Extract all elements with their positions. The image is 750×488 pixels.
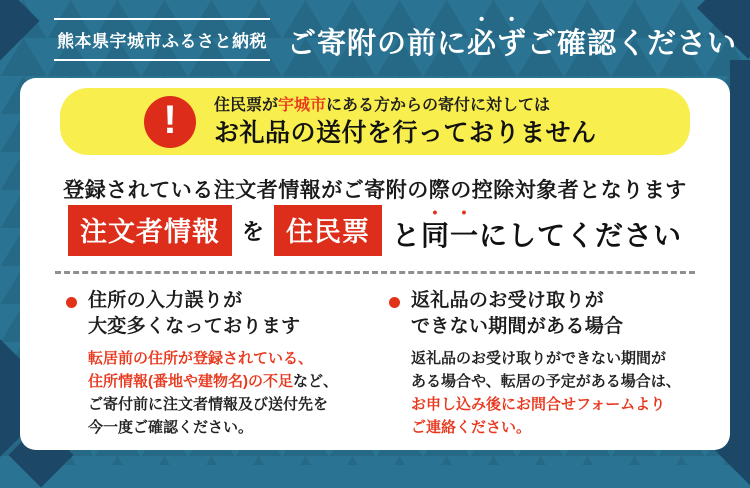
body-line (88, 370, 338, 393)
receipt-period-content (411, 288, 681, 439)
address-error-section (66, 288, 361, 439)
address-error-body (88, 347, 338, 439)
deduction-statement: 登録されている注文者情報がご寄附の際の控除対象者となります (63, 179, 687, 202)
match-tail (392, 204, 682, 257)
bullet-icon (389, 297, 400, 308)
page-title-emphasis: 必ず (467, 28, 528, 61)
warning-line1-post: にある方からの寄付に対しては (326, 97, 551, 114)
body-line: ご連絡ください。 (411, 419, 532, 436)
address-error-content (88, 288, 338, 439)
page-title-post: ご確認ください (527, 28, 738, 61)
heading-line: できない期間がある場合 (411, 316, 624, 337)
page-title (287, 11, 737, 67)
heading-line: 返礼品のお受け取りが (411, 290, 605, 311)
site-label: 熊本県宇城市ふるさと納税 (54, 18, 270, 61)
notes-columns (20, 288, 730, 439)
body-line-black: など、 (293, 373, 339, 390)
receipt-period-heading (411, 288, 681, 340)
exclamation-icon: ! (144, 96, 196, 148)
resident-card-badge: 住民票 (274, 205, 382, 256)
warning-box (60, 88, 690, 155)
body-line: ある場合や、転居の予定がある場合は、 (411, 373, 681, 390)
page-title-pre: ご寄附の前に (287, 28, 468, 61)
warning-line2: お礼品の送付を行っておりません (214, 119, 597, 147)
body-line: 転居前の住所が登録されている、 (88, 350, 314, 367)
body-line: お申し込み後にお問合せフォームより (411, 396, 666, 413)
heading-line: 住所の入力誤りが (88, 290, 243, 311)
body-line: 返礼品のお受け取りができない期間が (411, 350, 667, 367)
heading-line: 大変多くなっております (88, 316, 301, 337)
warning-text (214, 96, 597, 147)
match-tail-emphasis: 同一 (421, 220, 480, 251)
match-instruction (20, 204, 730, 257)
body-line: ご寄付前に注文者情報及び送付先を (88, 396, 329, 413)
match-connector: を (241, 219, 264, 244)
body-line: 今一度ご確認ください。 (88, 419, 254, 436)
match-tail-post: にしてください (479, 220, 683, 251)
match-tail-pre: と (391, 220, 421, 251)
receipt-period-section (389, 288, 684, 439)
warning-line1-pre: 住民票が (214, 97, 279, 114)
address-error-heading (88, 288, 338, 340)
header (0, 0, 750, 78)
dashed-divider (55, 271, 695, 274)
warning-city-highlight: 宇城市 (278, 97, 327, 114)
notice-card (20, 78, 730, 450)
bullet-icon (66, 297, 77, 308)
orderer-info-badge: 注文者情報 (68, 205, 232, 256)
receipt-period-body (411, 347, 681, 439)
warning-line1 (214, 96, 597, 116)
body-line-red: 住所情報(番地や建物名)の不足 (88, 373, 293, 390)
